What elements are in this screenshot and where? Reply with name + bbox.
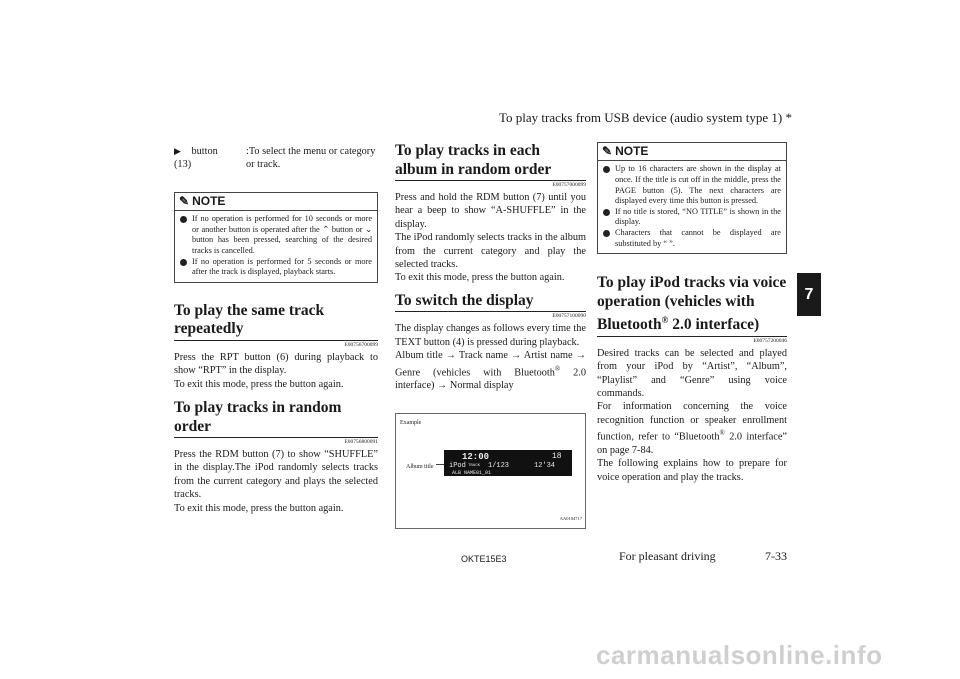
figure-code: AA0104717 xyxy=(559,516,582,522)
section-heading: To play iPod tracks via voice operation (vehicles with Bluetooth® 2.0 interface) xyxy=(597,274,787,337)
running-header: To play tracks from USB device (audio system type 1) * xyxy=(499,110,792,125)
figure-callout-label: Album title xyxy=(406,463,434,470)
button-description: :To select the menu or category or track. xyxy=(246,146,376,171)
section-heading: To play tracks in random order xyxy=(174,399,378,438)
bullet-icon xyxy=(603,209,610,216)
body-text: Press the RPT button (6) during playback to show “RPT” in the display. xyxy=(174,351,378,377)
body-text: Press the RDM button (7) to show “SHUFFLE” in the display.The iPod randomly selects tracks from the current category and plays the selected tracks. xyxy=(174,449,378,501)
section-code: E00756800091 xyxy=(344,439,378,445)
bullet-icon xyxy=(180,259,187,266)
display-figure xyxy=(395,413,586,529)
section-code: E00757100090 xyxy=(552,313,586,320)
section-code: E00756700099 xyxy=(344,341,378,348)
bullet-icon xyxy=(603,230,610,237)
play-arrow-icon: ▶ xyxy=(174,146,181,156)
body-text: For information concerning the voice recognition function or speaker enrollment function, refer to “Bluetooth® 2.0 interface” on page 7-84. xyxy=(597,401,787,457)
column-3 xyxy=(597,142,787,484)
note-header xyxy=(175,193,377,211)
body-text: The following explains how to prepare for voice operation and play the tracks. xyxy=(597,458,787,483)
display-sequence: Album title → Track name → Artist name → Genre (vehicles with Bluetooth® 2.0 interface) → Normal display xyxy=(395,350,586,392)
footer-doc-code: OKTE15E3 xyxy=(461,554,507,564)
note-header xyxy=(598,143,786,161)
watermark-link[interactable]: carmanualsonline.info xyxy=(596,640,883,670)
page-number: 7-33 xyxy=(765,549,787,563)
bullet-icon xyxy=(180,216,187,223)
note-item: If no operation is performed for 5 seconds or more after the track is displayed, playback starts. xyxy=(180,257,372,278)
body-text: Press and hold the RDM button (7) until you hear a beep to show “A-SHUFFLE” in the display. xyxy=(395,192,586,230)
note-item: If no title is stored, “NO TITLE” is shown in the display. xyxy=(603,207,781,228)
section-heading: To play the same track repeatedly xyxy=(174,302,378,341)
body-text: To exit this mode, press the button again. xyxy=(174,378,344,390)
down-chevron-icon: ⌄ xyxy=(365,224,373,234)
section-heading: To play tracks in each album in random order xyxy=(395,142,586,181)
button-number: (13) xyxy=(174,159,192,171)
section-code: E00757200046 xyxy=(753,337,787,344)
note-title: NOTE xyxy=(192,193,226,208)
column-2 xyxy=(395,142,586,529)
section-code: E00757000099 xyxy=(552,182,586,188)
section-heading: To switch the display xyxy=(395,292,586,313)
body-text: Desired tracks can be selected and played from your iPod by “Artist”, “Album”, “Playlist” and “Genre” using voice commands. xyxy=(597,347,787,400)
note-item: Up to 16 characters are shown in the display at once. If the title is cut off in the middle, press the PAGE button (5). The next characters are displayed every time this button is pressed. xyxy=(603,164,781,206)
note-item: Characters that cannot be displayed are substituted by “ ”. xyxy=(603,228,781,249)
figure-example-label: Example xyxy=(400,419,422,426)
button-word: button xyxy=(191,146,218,157)
up-chevron-icon: ⌃ xyxy=(322,224,330,234)
body-text: The display changes as follows every time the TEXT button (4) is pressed during playback. xyxy=(395,323,586,348)
body-text: To exit this mode, press the button again. xyxy=(174,502,344,514)
chapter-tab: 7 xyxy=(797,273,821,316)
note-title: NOTE xyxy=(615,144,649,158)
note-item: If no operation is performed for 10 seconds or more or another button is operated after the ⌃ button or ⌄ button has been pressed, searching of the desired tracks is cancelled. xyxy=(180,214,372,256)
body-text: The iPod randomly selects tracks in the album from the current category and play the selected tracks. xyxy=(395,232,586,271)
note-box xyxy=(597,142,787,254)
note-box xyxy=(174,192,378,283)
column-1 xyxy=(174,145,378,515)
lcd-display: 12:00 18 iPod TRACK 1/123 12'34 ALB NAME01_01 xyxy=(444,450,572,476)
note-pencil-icon: ✎ xyxy=(179,193,190,208)
note-pencil-icon: ✎ xyxy=(602,144,613,158)
footer-section: For pleasant driving xyxy=(619,549,716,563)
bullet-icon xyxy=(603,166,610,173)
body-text: To exit this mode, press the button again. xyxy=(395,272,565,284)
button-definition xyxy=(174,145,378,172)
